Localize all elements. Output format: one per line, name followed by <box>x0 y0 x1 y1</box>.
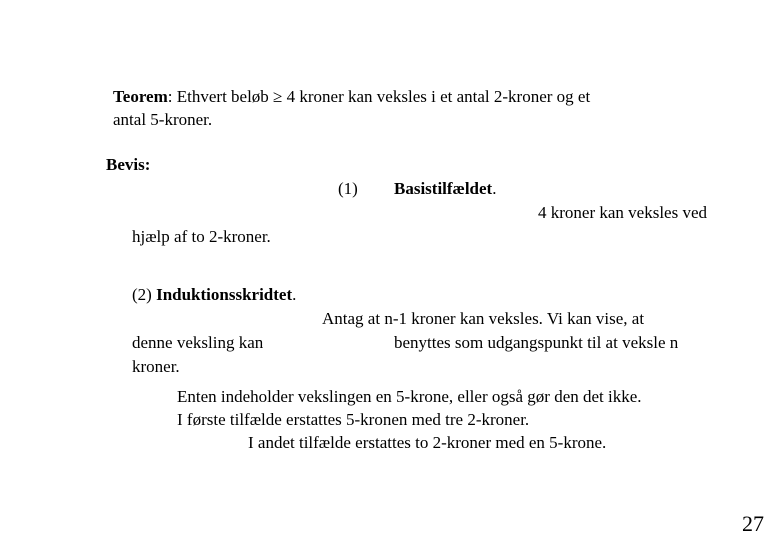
base-case-heading: Basistilfældet. <box>394 179 497 198</box>
theorem-line-2: antal 5-kroner. <box>113 110 213 129</box>
inductive-step-heading: (2) Induktionsskridtet. <box>132 285 297 304</box>
inductive-step-line-6: I andet tilfælde erstattes to 2-kroner med en 5-krone. <box>248 433 607 452</box>
inductive-step-line-2b: benyttes som udgangspunkt til at veksle n <box>394 333 679 352</box>
proof-label: Bevis: <box>106 155 151 174</box>
page-number: 27 <box>742 511 764 536</box>
base-case-number: (1) <box>338 179 358 198</box>
inductive-step-line-2a: denne veksling kan <box>132 333 264 352</box>
theorem-line-1 <box>113 88 590 105</box>
inductive-step-number: (2) <box>132 285 157 304</box>
base-case-text-2: hjælp af to 2-kroner. <box>132 227 271 246</box>
theorem-label: Teorem <box>113 87 168 106</box>
base-case-title: Basistilfældet <box>394 179 493 198</box>
inductive-step-line-1: Antag at n-1 kroner kan veksles. Vi kan vise, at <box>322 309 645 328</box>
inductive-step-line-3: kroner. <box>132 357 180 376</box>
inductive-step-line-5: I første tilfælde erstattes 5-kronen med tre 2-kroner. <box>177 410 530 429</box>
inductive-step-title: Induktionsskridtet <box>156 285 293 304</box>
theorem-statement: : Ethvert beløb ≥ 4 kroner kan veksles i et antal 2-kroner og et <box>167 87 591 106</box>
base-case-text-1: 4 kroner kan veksles ved <box>538 203 708 222</box>
inductive-step-line-4: Enten indeholder vekslingen en 5-krone, eller også gør den det ikke. <box>177 387 642 406</box>
